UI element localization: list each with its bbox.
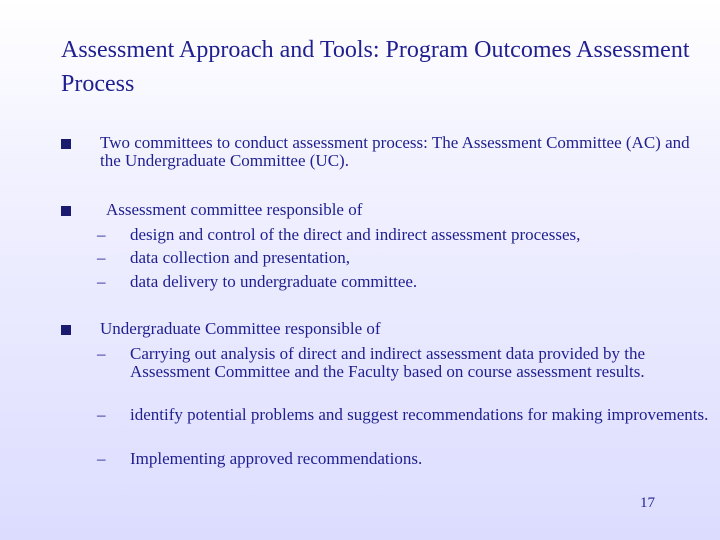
dash-marker: – xyxy=(97,449,106,468)
dash-marker: – xyxy=(97,272,106,291)
dash-marker: – xyxy=(97,344,106,363)
slide-title: Assessment Approach and Tools: Program Outcomes Assessment Process xyxy=(61,37,690,97)
sub-item-text: identify potential problems and suggest recommendations for making improvements. xyxy=(130,405,709,424)
sub-item-text: Carrying out analysis of direct and indirect assessment data provided by the Assessment Committee and the Faculty based on course assessment results. xyxy=(130,344,646,381)
square-bullet-icon xyxy=(61,325,71,335)
square-bullet-icon xyxy=(61,139,71,149)
sub-item-text: Implementing approved recommendations. xyxy=(130,449,423,468)
sub-item-text: data collection and presentation, xyxy=(130,248,350,267)
bullet-2-text: Assessment committee responsible of xyxy=(106,200,363,219)
bullet-3-text: Undergraduate Committee responsible of xyxy=(100,319,381,338)
page-number: 17 xyxy=(640,495,655,511)
dash-marker: – xyxy=(97,225,106,244)
sub-item-text: design and control of the direct and indirect assessment processes, xyxy=(130,225,581,244)
sub-item-text: data delivery to undergraduate committee. xyxy=(130,272,418,291)
dash-marker: – xyxy=(97,248,106,267)
bullet-1-text: Two committees to conduct assessment process: The Assessment Committee (AC) and the Undergraduate Committee (UC). xyxy=(100,133,690,170)
dash-marker: – xyxy=(97,405,106,424)
square-bullet-icon xyxy=(61,206,71,216)
